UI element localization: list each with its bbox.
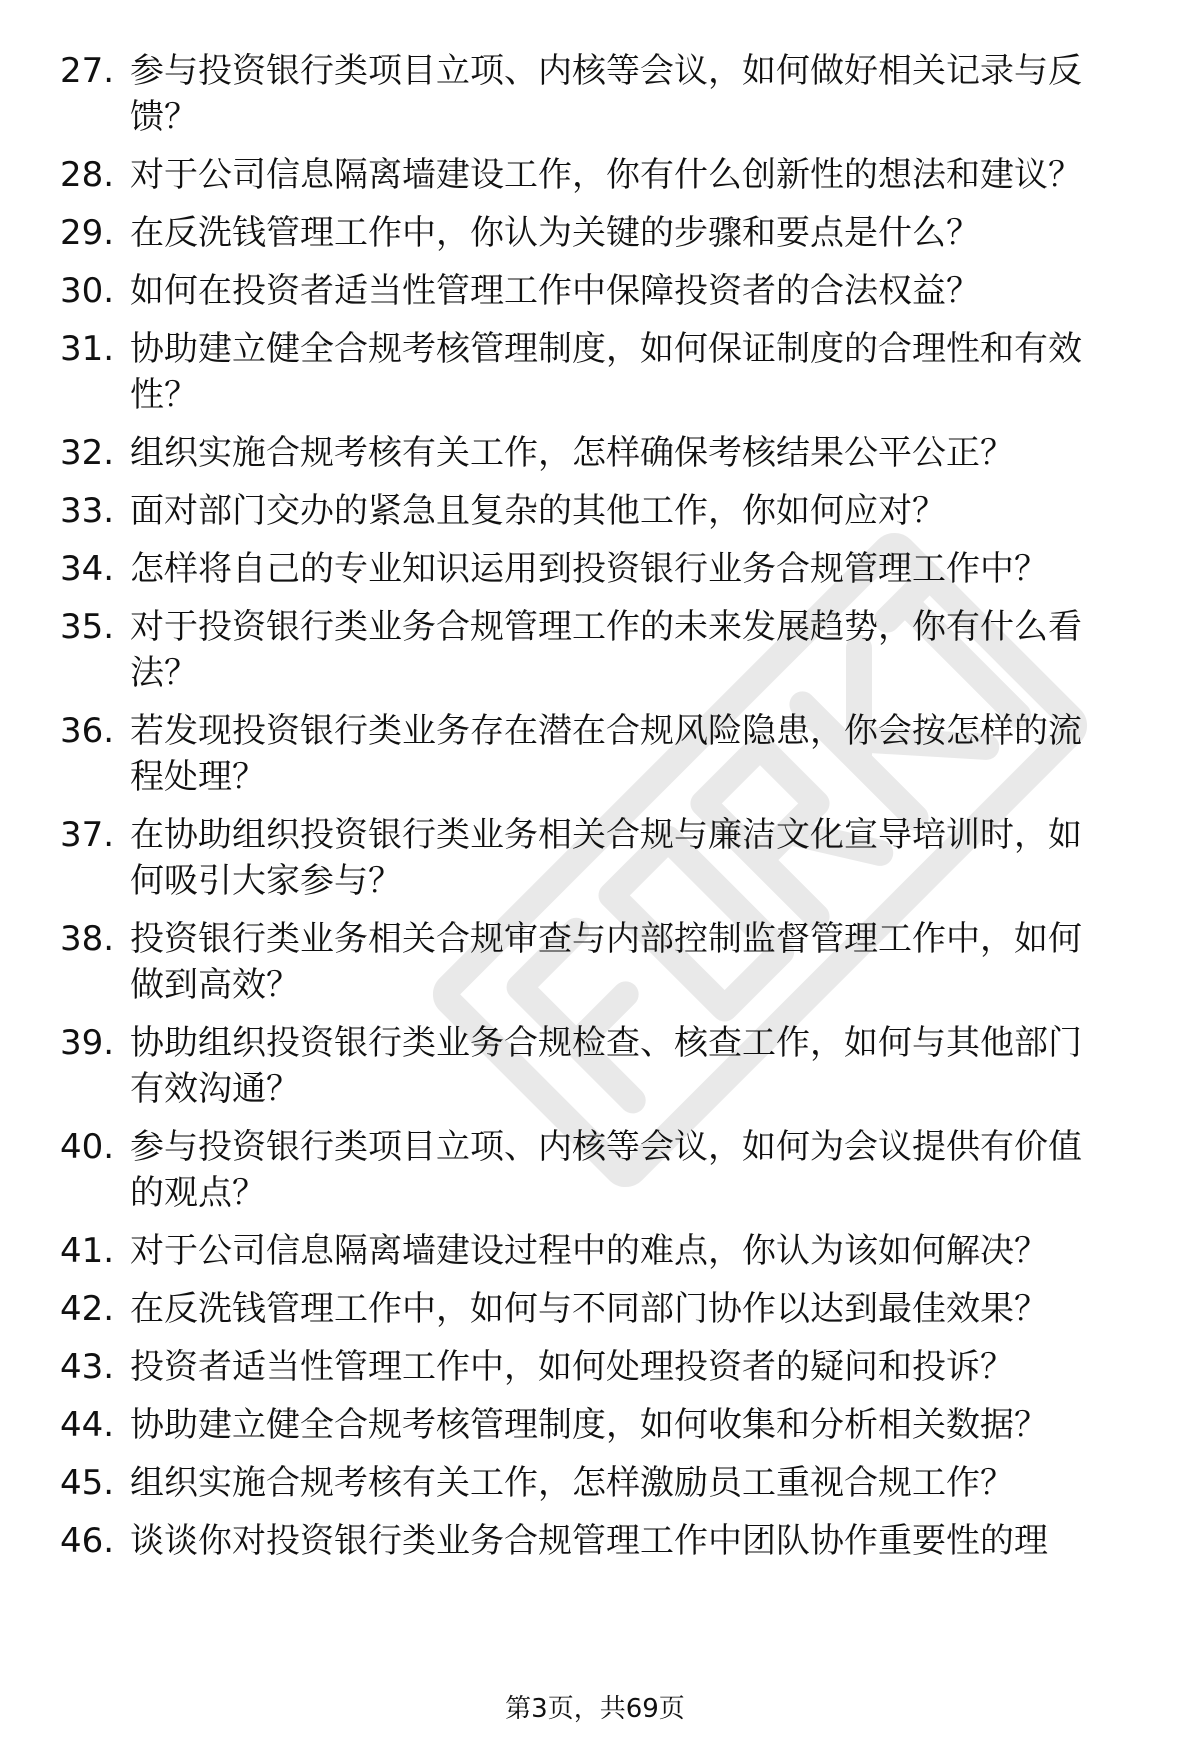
question-text: [130, 210, 1190, 256]
question-number: 35.: [60, 607, 115, 647]
question-item: [60, 1344, 1150, 1390]
question-text-line: 的观点？: [130, 1173, 266, 1213]
question-item: [60, 1402, 1150, 1448]
question-number: 38.: [60, 919, 115, 959]
question-item: [60, 916, 1150, 1008]
question-number: 42.: [60, 1289, 115, 1329]
question-number: 33.: [60, 491, 115, 531]
question-number: 36.: [60, 711, 115, 751]
question-number: 43.: [60, 1347, 115, 1387]
question-item: [60, 326, 1150, 418]
question-text: [130, 326, 1190, 418]
question-number: 28.: [60, 155, 115, 195]
question-text-line: 投资银行类业务相关合规审查与内部控制监督管理工作中，如何: [130, 919, 1082, 959]
question-text-line: 法？: [130, 653, 198, 693]
question-text-line: 对于公司信息隔离墙建设过程中的难点，你认为该如何解决？: [130, 1231, 1048, 1271]
question-text: [130, 604, 1190, 696]
question-item: [60, 1228, 1150, 1274]
question-item: [60, 1124, 1150, 1216]
question-text: [130, 916, 1190, 1008]
question-item: [60, 48, 1150, 140]
question-item: [60, 152, 1150, 198]
question-text: [130, 1228, 1190, 1274]
question-number: 39.: [60, 1023, 115, 1063]
question-number: 41.: [60, 1231, 115, 1271]
question-text: [130, 488, 1190, 534]
question-item: [60, 1286, 1150, 1332]
question-number: 31.: [60, 329, 115, 369]
question-number: 29.: [60, 213, 115, 253]
question-number: 27.: [60, 51, 115, 91]
question-text-line: 性？: [130, 375, 198, 415]
question-text: [130, 430, 1190, 476]
question-number: 40.: [60, 1127, 115, 1167]
question-text-line: 做到高效？: [130, 965, 300, 1005]
question-text: [130, 708, 1190, 800]
question-text: [130, 1286, 1190, 1332]
question-text-line: 对于投资银行类业务合规管理工作的未来发展趋势，你有什么看: [130, 607, 1082, 647]
question-text: [130, 152, 1190, 198]
question-number: 34.: [60, 549, 115, 589]
question-text: [130, 268, 1190, 314]
question-item: [60, 708, 1150, 800]
question-text: [130, 1124, 1190, 1216]
question-text: [130, 48, 1190, 140]
question-text: [130, 1344, 1190, 1390]
question-text-line: 组织实施合规考核有关工作，怎样激励员工重视合规工作？: [130, 1463, 1014, 1503]
question-text-line: 谈谈你对投资银行类业务合规管理工作中团队协作重要性的理: [130, 1521, 1048, 1561]
question-item: [60, 268, 1150, 314]
question-text: [130, 1460, 1190, 1506]
question-number: 37.: [60, 815, 115, 855]
question-text-line: 参与投资银行类项目立项、内核等会议，如何为会议提供有价值: [130, 1127, 1082, 1167]
question-number: 45.: [60, 1463, 115, 1503]
question-text: [130, 1518, 1190, 1564]
question-text-line: 参与投资银行类项目立项、内核等会议，如何做好相关记录与反: [130, 51, 1082, 91]
page-footer: [0, 1692, 1190, 1726]
question-item: [60, 604, 1150, 696]
question-text: [130, 1020, 1190, 1112]
question-text: [130, 1402, 1190, 1448]
question-text-line: 有效沟通？: [130, 1069, 300, 1109]
question-item: [60, 430, 1150, 476]
question-text-line: 协助组织投资银行类业务合规检查、核查工作，如何与其他部门: [130, 1023, 1082, 1063]
question-text-line: 在协助组织投资银行类业务相关合规与廉洁文化宣导培训时，如: [130, 815, 1082, 855]
question-number: 44.: [60, 1405, 115, 1445]
question-text-line: 何吸引大家参与？: [130, 861, 402, 901]
question-text-line: 对于公司信息隔离墙建设工作，你有什么创新性的想法和建议？: [130, 155, 1082, 195]
question-text-line: 如何在投资者适当性管理工作中保障投资者的合法权益？: [130, 271, 980, 311]
question-number: 46.: [60, 1521, 115, 1561]
question-text-line: 投资者适当性管理工作中，如何处理投资者的疑问和投诉？: [130, 1347, 1014, 1387]
question-item: [60, 1460, 1150, 1506]
question-number: 32.: [60, 433, 115, 473]
question-item: [60, 546, 1150, 592]
question-text-line: 若发现投资银行类业务存在潜在合规风险隐患，你会按怎样的流: [130, 711, 1082, 751]
question-text-line: 馈？: [130, 97, 198, 137]
question-item: [60, 210, 1150, 256]
question-item: [60, 1518, 1150, 1564]
question-text-line: 在反洗钱管理工作中，如何与不同部门协作以达到最佳效果？: [130, 1289, 1048, 1329]
question-text-line: 组织实施合规考核有关工作，怎样确保考核结果公平公正？: [130, 433, 1014, 473]
question-text: [130, 812, 1190, 904]
question-item: [60, 488, 1150, 534]
question-text-line: 协助建立健全合规考核管理制度，如何保证制度的合理性和有效: [130, 329, 1082, 369]
question-text-line: 怎样将自己的专业知识运用到投资银行业务合规管理工作中？: [130, 549, 1048, 589]
question-number: 30.: [60, 271, 115, 311]
page-number-label: 第3页，共69页: [505, 1694, 685, 1724]
question-item: [60, 812, 1150, 904]
question-text-line: 程处理？: [130, 757, 266, 797]
question-text: [130, 546, 1190, 592]
question-text-line: 面对部门交办的紧急且复杂的其他工作，你如何应对？: [130, 491, 946, 531]
question-text-line: 协助建立健全合规考核管理制度，如何收集和分析相关数据？: [130, 1405, 1048, 1445]
question-item: [60, 1020, 1150, 1112]
question-text-line: 在反洗钱管理工作中，你认为关键的步骤和要点是什么？: [130, 213, 980, 253]
